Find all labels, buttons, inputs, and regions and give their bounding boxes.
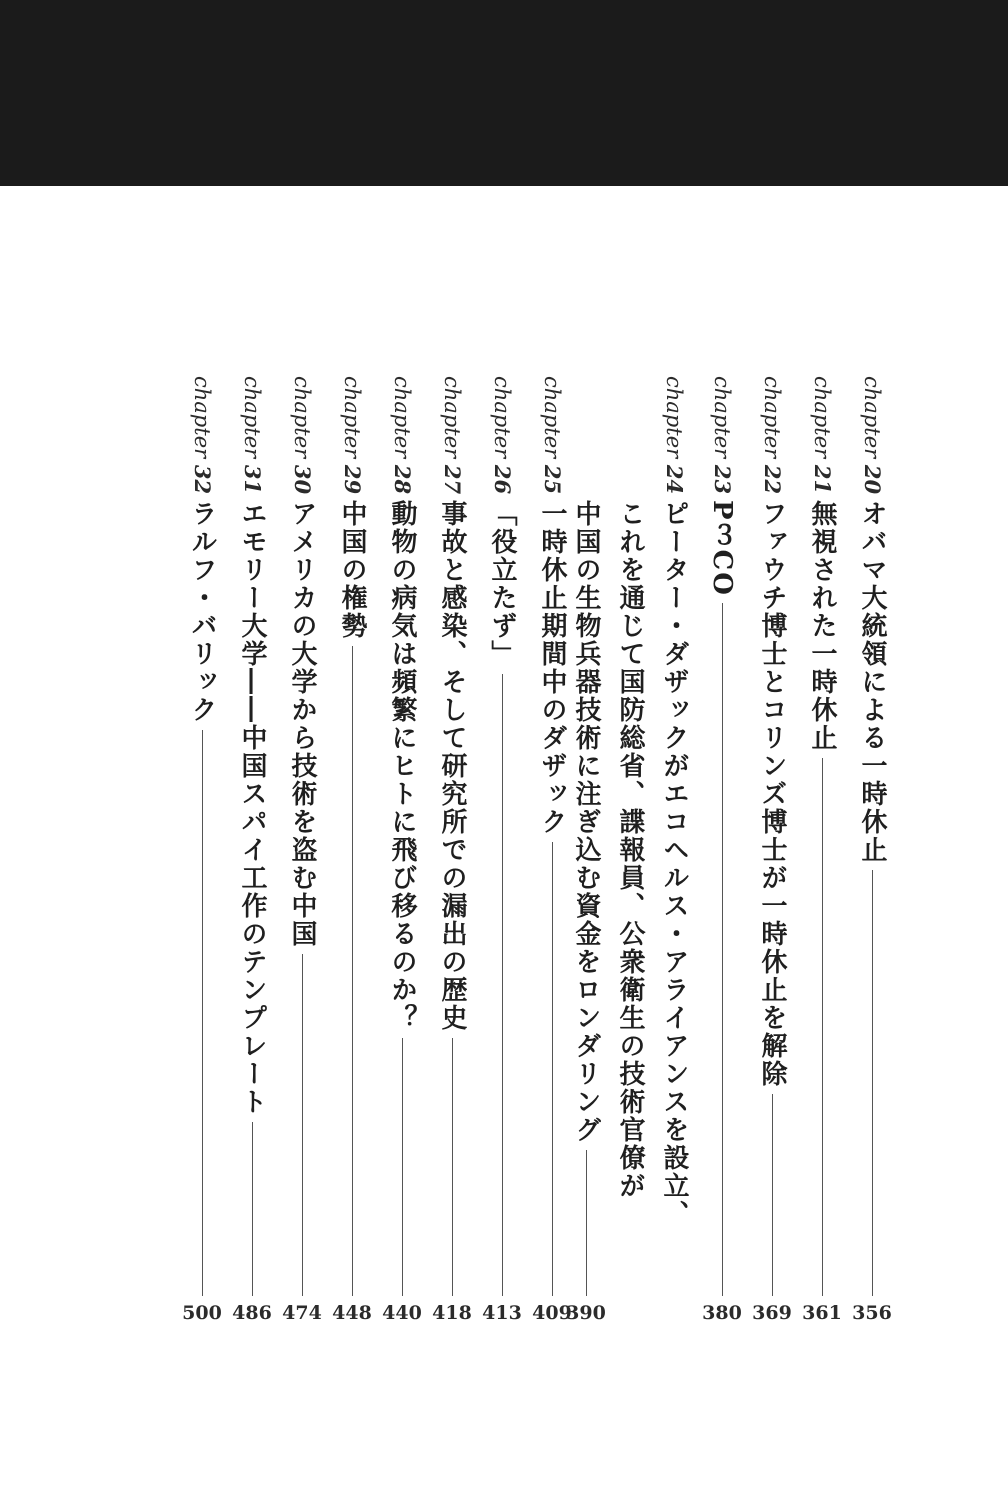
chapter-word: chapter [340, 376, 364, 465]
chapter-title: 「役立たず」 [487, 500, 517, 668]
page-number: 356 [852, 1302, 892, 1324]
chapter-title: 一時休止期間中のダザック [537, 500, 567, 836]
chapter-number: 31 [240, 464, 265, 495]
chapter-number: 25 [540, 464, 565, 495]
chapter-label [655, 376, 693, 494]
chapter-number: 29 [340, 464, 365, 495]
page-number: 448 [332, 1302, 372, 1324]
chapter-label [333, 376, 371, 494]
chapter-title: アメリカの大学から技術を盗む中国 [287, 500, 317, 948]
leader-rule [772, 1094, 773, 1296]
leader-rule [452, 1038, 453, 1296]
page-number: 390 [566, 1302, 606, 1324]
leader-rule [586, 1150, 587, 1296]
page-number: 500 [182, 1302, 222, 1324]
leader-rule [202, 730, 203, 1296]
leader-rule [552, 842, 553, 1296]
leader-rule [872, 870, 873, 1296]
chapter-title: 中国の生物兵器技術に注ぎ込む資金をロンダリング [571, 500, 601, 1144]
chapter-label [753, 376, 791, 494]
page-number: 418 [432, 1302, 472, 1324]
page-number: 413 [482, 1302, 522, 1324]
page-number: 361 [802, 1302, 842, 1324]
chapter-number: 23 [710, 464, 735, 495]
chapter-title: エモリー大学――中国スパイ工作のテンプレート [237, 500, 267, 1116]
page-number: 380 [702, 1302, 742, 1324]
chapter-title: P３CO [707, 500, 737, 597]
chapter-number: 32 [190, 464, 215, 495]
chapter-word: chapter [490, 376, 514, 465]
chapter-title: ピーター・ダザックがエコヘルス・アライアンスを設立、 [659, 500, 689, 1228]
chapter-number: 27 [440, 464, 465, 495]
page-number: 440 [382, 1302, 422, 1324]
chapter-label [283, 376, 321, 494]
chapter-title: これを通じて国防総省、諜報員、公衆衛生の技術官僚が [615, 500, 645, 1200]
leader-rule [352, 646, 353, 1296]
chapter-title: 事故と感染、そして研究所での漏出の歴史 [437, 500, 467, 1032]
chapter-number: 28 [390, 464, 415, 495]
chapter-word: chapter [810, 376, 834, 465]
chapter-number: 24 [662, 464, 687, 495]
chapter-word: chapter [760, 376, 784, 465]
chapter-label [533, 376, 571, 494]
page-number: 486 [232, 1302, 272, 1324]
page-number: 474 [282, 1302, 322, 1324]
chapter-number: 21 [810, 464, 835, 495]
chapter-label [803, 376, 841, 494]
chapter-number: 30 [290, 464, 315, 495]
chapter-title: 無視された一時休止 [807, 500, 837, 752]
chapter-label [853, 376, 891, 494]
chapter-word: chapter [390, 376, 414, 465]
chapter-title: ファウチ博士とコリンズ博士が一時休止を解除 [757, 500, 787, 1088]
chapter-word: chapter [710, 376, 734, 465]
leader-rule [722, 603, 723, 1296]
leader-rule [302, 954, 303, 1296]
chapter-label [483, 376, 521, 494]
chapter-label [233, 376, 271, 494]
leader-rule [252, 1122, 253, 1296]
chapter-word: chapter [240, 376, 264, 465]
chapter-label [183, 376, 221, 494]
chapter-word: chapter [440, 376, 464, 465]
leader-rule [402, 1038, 403, 1296]
chapter-word: chapter [662, 376, 686, 465]
chapter-number: 26 [490, 464, 515, 495]
page-number: 369 [752, 1302, 792, 1324]
leader-rule [502, 674, 503, 1296]
chapter-title: オバマ大統領による一時休止 [857, 500, 887, 864]
chapter-word: chapter [290, 376, 314, 465]
chapter-label [433, 376, 471, 494]
chapter-title: ラルフ・バリック [187, 500, 217, 724]
chapter-word: chapter [860, 376, 884, 465]
chapter-number: 22 [760, 464, 785, 495]
leader-rule [822, 758, 823, 1296]
chapter-title: 動物の病気は頻繁にヒトに飛び移るのか？ [387, 500, 417, 1032]
chapter-label [383, 376, 421, 494]
chapter-word: chapter [190, 376, 214, 465]
chapter-label [703, 376, 741, 494]
chapter-word: chapter [540, 376, 564, 465]
chapter-title: 中国の権勢 [337, 500, 367, 640]
chapter-number: 20 [860, 464, 885, 495]
page-number: 409 [532, 1302, 572, 1324]
